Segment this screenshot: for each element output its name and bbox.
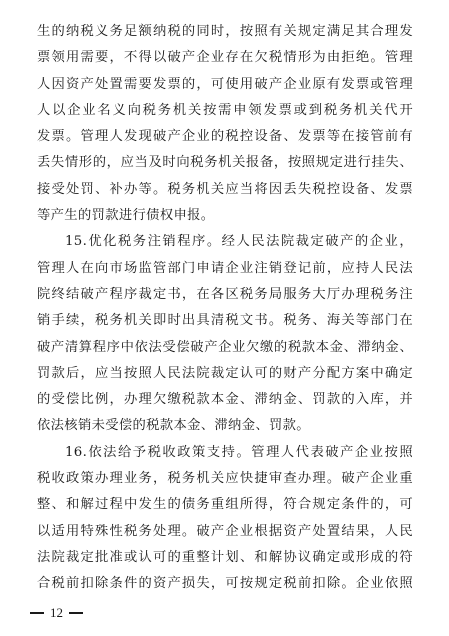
text-line: 院终结破产程序裁定书，在各区税务局服务大厅办理税务注 bbox=[37, 286, 413, 302]
text-line: 税收政策办理业务，税务机关应快捷审查办理。破产企业重 bbox=[37, 471, 413, 487]
text-line: 发票。管理人发现破产企业的税控设备、发票等在接管前有 bbox=[37, 129, 413, 145]
text-line: 等产生的罚款进行债权申报。 bbox=[37, 208, 215, 224]
footer-dash-right bbox=[69, 612, 83, 614]
text-line: 人因资产处置需要发票的，可使用破产企业原有发票或管理 bbox=[37, 76, 413, 92]
text-line: 破产清算程序中依法受偿破产企业欠缴的税款本金、滞纳金、 bbox=[37, 339, 413, 355]
text-line: 管理人在向市场监管部门申请企业注销登记前，应持人民法 bbox=[37, 260, 413, 276]
text-line: 票领用需要，不得以破产企业存在欠税情形为由拒绝。管理 bbox=[37, 50, 413, 66]
text-line: 法院裁定批准或认可的重整计划、和解协议确定或形成的符 bbox=[37, 549, 413, 565]
page-footer bbox=[30, 604, 83, 622]
text-line: 丢失情形的，应当及时向税务机关报备，按照规定进行挂失、 bbox=[37, 155, 413, 171]
section-heading-line: 15.优化税务注销程序。经人民法院裁定破产的企业， bbox=[65, 234, 413, 250]
section-heading-line: 16.依法给予税收政策支持。管理人代表破产企业按照 bbox=[65, 444, 413, 460]
text-line: 以适用特殊性税务处理。破产企业根据资产处置结果，人民 bbox=[37, 523, 413, 539]
text-line: 的受偿比例，办理欠缴税款本金、滞纳金、罚款的入库，并 bbox=[37, 392, 413, 408]
text-line: 依法核销未受偿的税款本金、滞纳金、罚款。 bbox=[37, 418, 310, 434]
footer-dash-left bbox=[30, 612, 44, 614]
text-line: 生的纳税义务足额纳税的同时，按照有关规定满足其合理发 bbox=[37, 24, 413, 39]
text-line: 整、和解过程中发生的债务重组所得，符合规定条件的，可 bbox=[37, 497, 413, 513]
text-line: 人以企业名义向税务机关按需申领发票或到税务机关代开 bbox=[37, 102, 413, 118]
text-line: 罚款后，应当按照人民法院裁定认可的财产分配方案中确定 bbox=[37, 365, 413, 381]
page-number: 12 bbox=[50, 605, 63, 620]
body-text bbox=[37, 19, 413, 598]
text-line: 合税前扣除条件的资产损失，可按规定税前扣除。企业依照 bbox=[37, 576, 413, 592]
text-line: 销手续，税务机关即时出具清税文书。税务、海关等部门在 bbox=[37, 313, 413, 329]
text-line: 接受处罚、补办等。税务机关应当将因丢失税控设备、发票 bbox=[37, 181, 413, 197]
